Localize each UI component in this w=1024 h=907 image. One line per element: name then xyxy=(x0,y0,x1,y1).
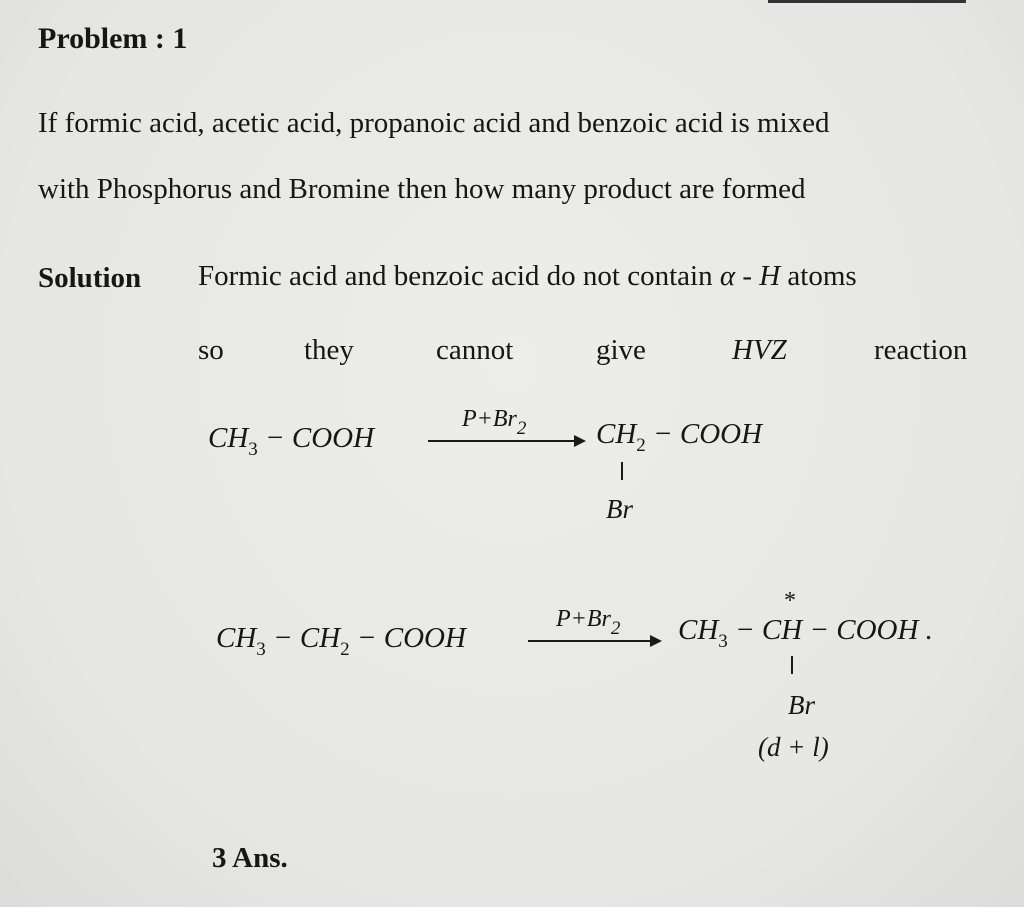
reaction2-reagent: $P+Br_2$ xyxy=(556,606,621,639)
problem-title: Problem : 1 xyxy=(38,22,188,55)
reaction1-arrow-head xyxy=(574,435,586,447)
solution-text-before: Formic acid and benzoic acid do not contain xyxy=(198,260,713,292)
top-rule xyxy=(768,0,966,3)
reaction1-product: $CH_2$ − COOH xyxy=(596,418,763,456)
reaction2-arrow xyxy=(528,640,654,642)
solution-word-cannot: cannot xyxy=(436,334,514,366)
solution-text-after: atoms xyxy=(787,260,857,292)
answer: 3 Ans. xyxy=(212,842,288,874)
solution-word-they: they xyxy=(304,334,354,366)
isomer-note: (d + l) xyxy=(758,732,829,762)
reaction1-arrow xyxy=(428,440,578,442)
reaction1-reagent: $P+Br_2$ xyxy=(462,406,527,439)
alpha-h: α - H xyxy=(719,260,781,292)
problem-line-2: with Phosphorus and Bromine then how many product are formed xyxy=(38,173,806,205)
solution-label: Solution xyxy=(38,262,142,294)
reaction1-substituent: Br xyxy=(606,494,633,524)
solution-word-reaction: reaction xyxy=(874,334,968,366)
reaction1-bond xyxy=(621,462,623,480)
solution-word-so: so xyxy=(198,334,224,366)
solution-word-hvz: HVZ xyxy=(732,334,787,366)
reaction1-reactant: $CH_3$ − COOH xyxy=(208,422,375,460)
problem-line-1: If formic acid, acetic acid, propanoic acid and benzoic acid is mixed xyxy=(38,107,830,139)
reaction2-bond xyxy=(791,656,793,674)
reaction2-reactant: $CH_3 - CH_2$ − COOH xyxy=(216,622,466,660)
chiral-mark: * xyxy=(784,588,796,614)
reaction2-product: $CH_3$ − CH − COOH . xyxy=(678,614,933,652)
solution-word-give: give xyxy=(596,334,646,366)
reaction2-substituent: Br xyxy=(788,690,815,720)
solution-line-1 xyxy=(198,260,857,293)
reaction2-arrow-head xyxy=(650,635,662,647)
